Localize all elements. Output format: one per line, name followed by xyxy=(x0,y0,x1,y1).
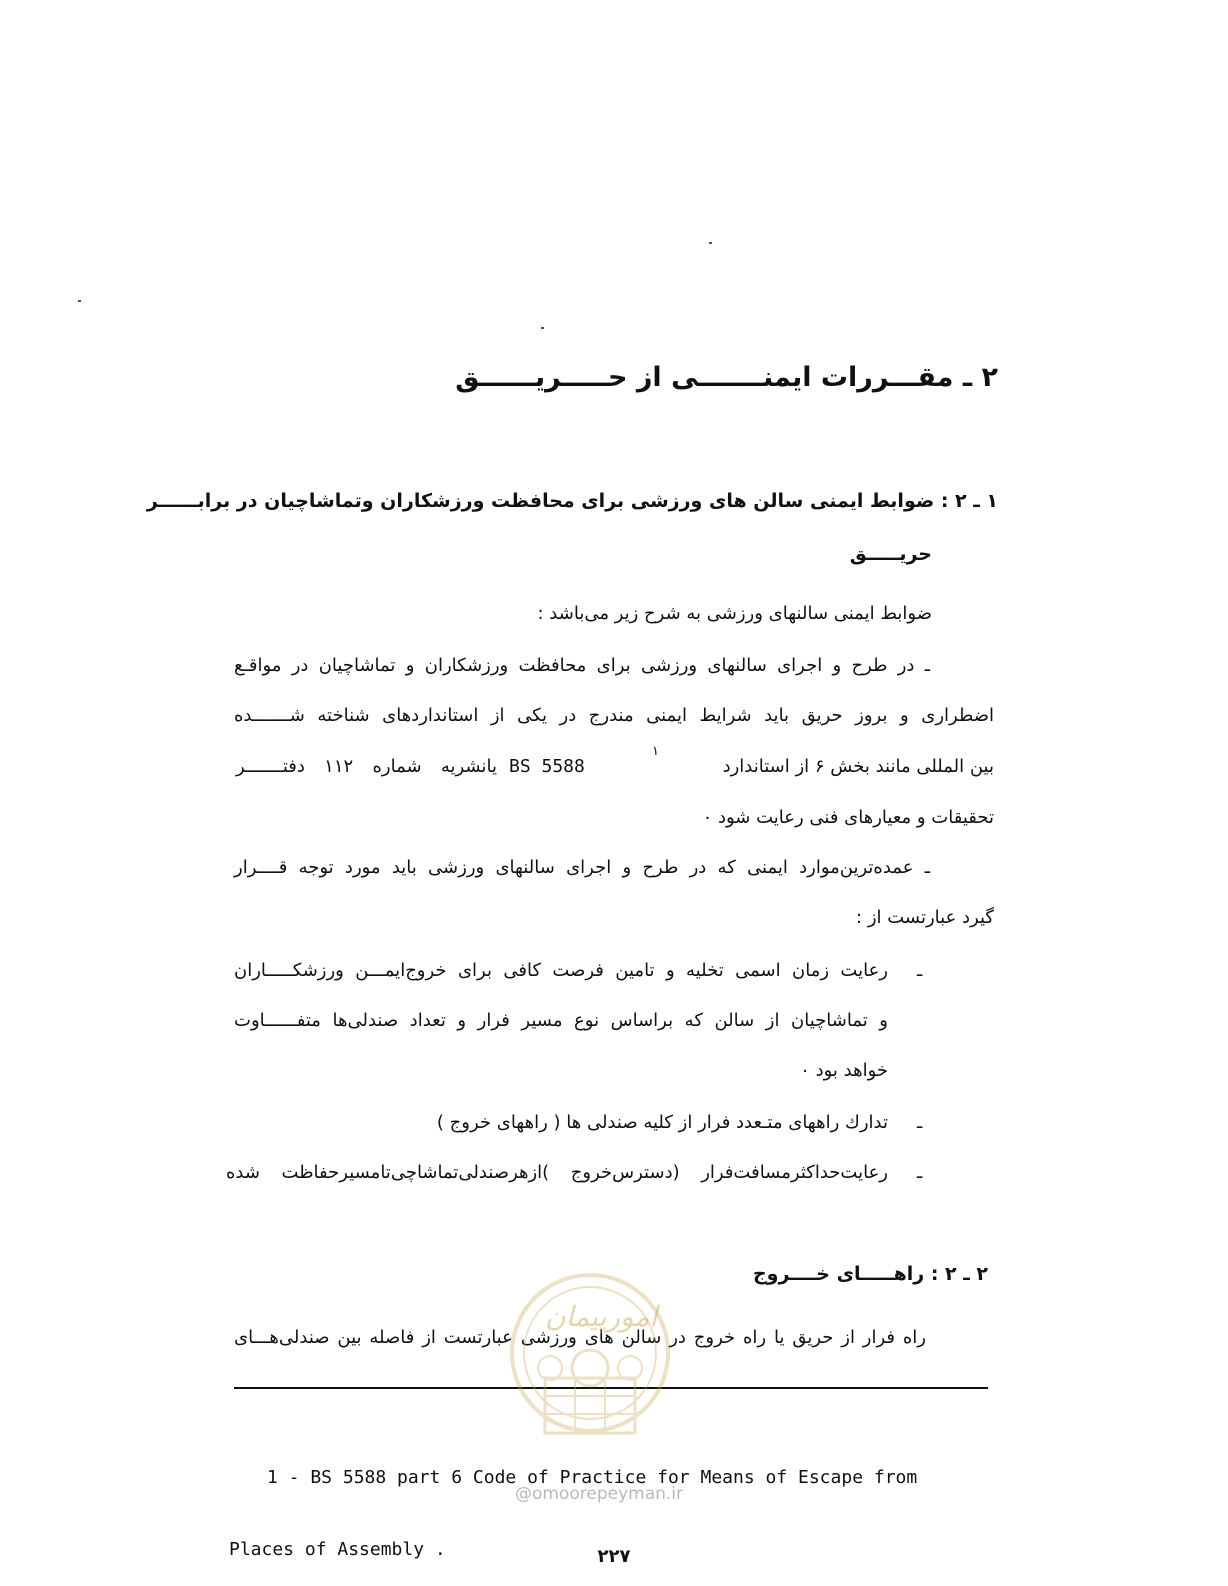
scan-speck xyxy=(541,327,544,329)
paragraph-2-line-2: گیرد عبارتست از : xyxy=(856,907,994,928)
paragraph-1-line-3a: بین المللی مانند بخش ۶ از استاندارد xyxy=(722,756,994,777)
watermark-site: @omoorepeyman.ir xyxy=(515,1484,684,1504)
paragraph-1-line-3b: یانشریه شماره ۱۱۲ دفتـــــــر xyxy=(236,756,497,777)
bullet-2-line-1: تدارك راههای متـعدد فرار از کلیه صندلی ها ( راههای خروج ) xyxy=(436,1112,888,1133)
footnote-line-2: Places of Assembly . xyxy=(229,1539,446,1560)
bullet-marker: ـ xyxy=(917,1112,923,1133)
footnote-line-1: 1 - BS 5588 part 6 Code of Practice for Means of Escape from xyxy=(267,1467,918,1488)
scan-speck xyxy=(709,242,712,244)
scan-speck xyxy=(78,300,81,302)
bullet-marker: ـ xyxy=(917,1162,923,1183)
paragraph-1-line-2: اضطراری و بروز حریق باید شرایط ایمنی مندرج در یکی از استانداردهای شناخته شـــــــده xyxy=(234,705,994,726)
footnote-marker: ۱ xyxy=(652,744,659,759)
intro-line: ضوابط ایمنی سالنهای ورزشی به شرح زیر می‌باشد : xyxy=(537,603,932,624)
bullet-1-line-1: رعایت زمان اسمی تخلیه و تامین فرصت کافی برای خروج‌ایمـــن ورزشکـــــاران xyxy=(234,960,888,981)
standard-code: BS 5588 xyxy=(509,756,585,777)
section-2-paragraph-line-1: راه فرار از حریق یا راه خروج در سالن های ورزشی عبارتست از فاصله بین صندلی‌هـــای xyxy=(234,1327,926,1348)
page-number: ۲۲۷ xyxy=(597,1546,631,1567)
watermark-seal-icon xyxy=(505,1268,675,1468)
section-heading-line2: حریـــــق xyxy=(849,543,932,565)
paragraph-1-line-4: تحقیقات و معیارهای فنی رعایت شود ٠ xyxy=(702,807,994,828)
bullet-1-line-2: و تماشاچیان از سالن که براساس نوع مسیر فرار و تعداد صندلی‌ها متفــــــاوت xyxy=(234,1010,888,1031)
section-2-heading: ۲ ـ ۲ : راهـــــای خــــروج xyxy=(752,1263,988,1285)
chapter-title: ۲ ـ مقـــررات ایمنـــــــی از حـــــریــــــق xyxy=(455,362,998,393)
watermark-script: امورپیمان xyxy=(545,1300,658,1333)
section-heading-line1: ۱ ـ ۲ : ضوابط ایمنی سالن های ورزشی برای محافظت ورزشکاران وتماشاچیان در برابــــــر xyxy=(146,490,998,512)
bullet-1-line-3: خواهد بود ٠ xyxy=(800,1060,888,1081)
bullet-3-line-1: رعایت‌حداکثرمسافت‌فرار (دسترس‌خروج )ازهرصندلی‌تماشاچی‌تامسیرحفاظت شده xyxy=(226,1162,888,1183)
bullet-marker: ـ xyxy=(917,960,923,981)
paragraph-2-line-1: ـ عمده‌ترین‌موارد ایمنی که در طرح و اجرای سالنهای ورزشی باید مورد توجه قــــرار xyxy=(234,857,930,878)
paragraph-1-line-1: ـ در طرح و اجرای سالنهای ورزشی برای محافظت ورزشکاران و تماشاچیان در مواقـع xyxy=(234,655,930,676)
